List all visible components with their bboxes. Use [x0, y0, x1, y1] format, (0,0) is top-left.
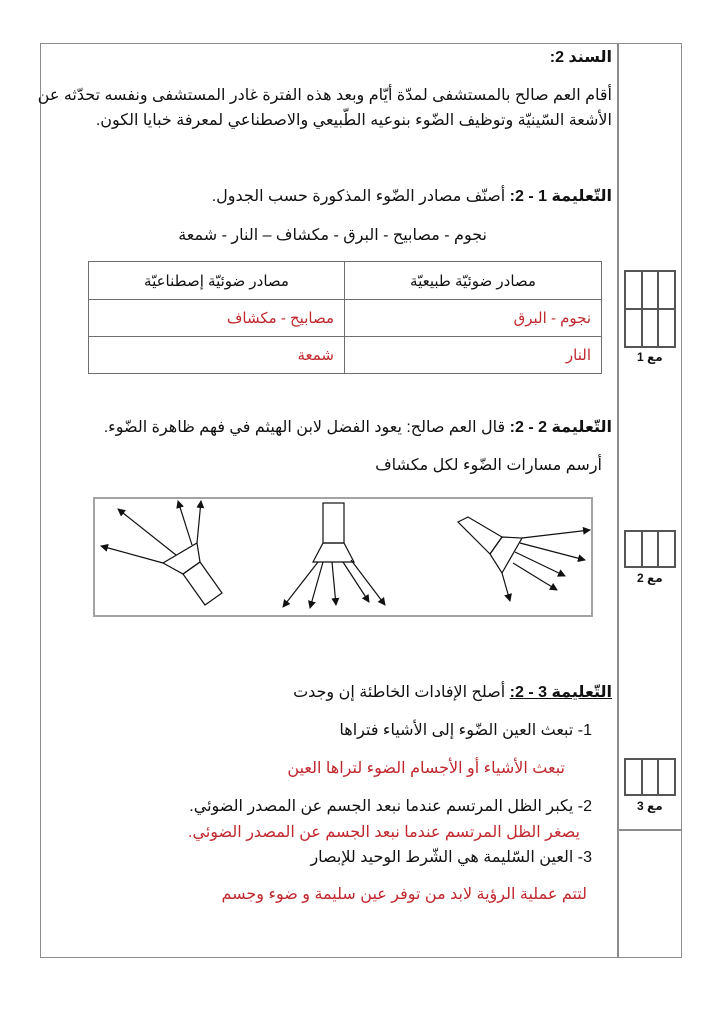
grade-cell[interactable] — [642, 531, 659, 567]
cell-natural: نجوم - البرق — [345, 300, 602, 337]
task2-instruction: أرسم مسارات الضّوء لكل مكشاف — [375, 457, 602, 474]
task3-label: التّعليمة 3 - 2: — [509, 684, 612, 701]
correction-3: لتتم عملية الرؤية لابد من توفر عين سليمة و ضوء وجسم — [221, 886, 587, 903]
task3-text: أصلح الإفادات الخاطئة إن وجدت — [293, 684, 506, 701]
grade-cell[interactable] — [642, 309, 659, 347]
task3-heading — [293, 682, 612, 702]
task2-label: التّعليمة 2 - 2: — [509, 419, 612, 436]
flashlight-left-icon — [101, 501, 222, 605]
correction-2: يصغر الظل المرتسم عندما نبعد الجسم عن المصدر الضوئي. — [188, 824, 580, 841]
task1-text: أصنّف مصادر الضّوء المذكورة حسب الجدول. — [211, 188, 506, 205]
grade-box-3 — [624, 758, 676, 796]
task1-label: التّعليمة 1 - 2: — [509, 188, 612, 205]
grade-cell[interactable] — [658, 271, 675, 309]
grade-box-1 — [624, 270, 676, 348]
correction-1: تبعث الأشياء أو الأجسام الضوء لتراها العين — [287, 760, 565, 777]
task1-word-list: نجوم - مصابيح - البرق - مكشاف – النار - شمعة — [178, 227, 487, 244]
flashlight-middle-icon — [283, 503, 385, 608]
grade-box-2 — [624, 530, 676, 568]
grade-cell[interactable] — [625, 271, 642, 309]
grade-label-3: مع 3 — [637, 799, 663, 813]
grade-cell[interactable] — [625, 759, 642, 795]
grade-cell[interactable] — [642, 759, 659, 795]
cell-natural: النار — [345, 337, 602, 374]
paragraph-line-2: الأشعة السّينيّة وتوظيف الضّوء بنوعيه الطّبيعي والاصطناعي لمعرفة خبايا الكون. — [95, 112, 612, 129]
paragraph-line-1: أقام العم صالح بالمستشفى لمدّة أيّام وبعد هذه الفترة غادر المستشفى ونفسه تحدّثه عن — [37, 87, 612, 104]
grade-label-1: مع 1 — [637, 350, 663, 364]
header-natural: مصادر ضوئيّة طبيعيّة — [345, 262, 602, 300]
statement-2: 2- يكبر الظل المرتسم عندما نبعد الجسم عن المصدر الضوئي. — [189, 798, 592, 815]
header-artificial: مصادر ضوئيّة إصطناعيّة — [89, 262, 345, 300]
grade-label-2: مع 2 — [637, 571, 663, 585]
document-title: السند 2: — [549, 49, 612, 66]
grade-cell[interactable] — [625, 531, 642, 567]
cell-artificial: شمعة — [89, 337, 345, 374]
grade-cell[interactable] — [658, 309, 675, 347]
statement-3: 3- العين السّليمة هي الشّرط الوحيد للإبصار — [310, 849, 592, 866]
statement-1: 1- تبعث العين الضّوء إلى الأشياء فتراها — [339, 722, 592, 739]
grade-cell[interactable] — [658, 759, 675, 795]
task2-text: قال العم صالح: يعود الفضل لابن الهيثم في فهم ظاهرة الضّوء. — [103, 419, 506, 436]
grade-cell[interactable] — [625, 309, 642, 347]
flashlight-right-icon — [458, 517, 590, 601]
grade-cell[interactable] — [642, 271, 659, 309]
cell-artificial: مصابيح - مكشاف — [89, 300, 345, 337]
grade-cell[interactable] — [658, 531, 675, 567]
